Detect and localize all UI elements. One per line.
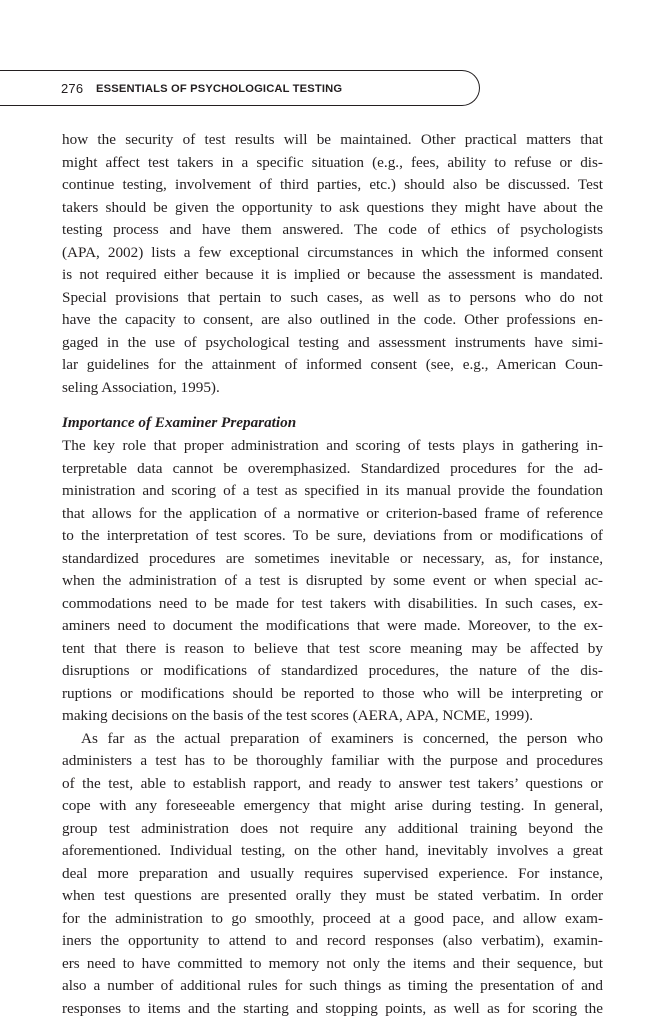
paragraph-consent (62, 129, 603, 399)
text-line: to the interpretation of test scores. To be sure, deviations from or modifications of (62, 527, 603, 544)
running-head-title: ESSENTIALS OF PSYCHOLOGICAL TESTING (96, 83, 343, 95)
text-line: standardized procedures are sometimes inevitable or necessary, as, for instance, (62, 549, 603, 567)
text-line: for the administration to go smoothly, proceed at a good pace, and allow exam- (62, 909, 603, 927)
text-line: aminers need to document the modifications that were made. Moreover, to the ex- (62, 617, 603, 634)
text-line: also a number of additional rules for such things as timing the presentation of and (62, 977, 603, 994)
text-line: ministration and scoring of a test as specified in its manual provide the foundation (62, 482, 603, 499)
text-line: group test administration does not require any additional training beyond the (62, 819, 603, 837)
text-line: might affect test takers in a specific situation (e.g., fees, ability to refuse or dis- (62, 153, 603, 171)
text-line: ruptions or modifications should be reported to those who will be interpreting or (62, 684, 603, 702)
text-line: disruptions or modifications of standardized procedures, the nature of the dis- (62, 662, 603, 679)
text-line: terpretable data cannot be overemphasized. Standardized procedures for the ad- (62, 459, 603, 477)
text-line: deal more preparation and usually requires supervised experience. For instance, (62, 864, 603, 882)
text-line: aforementioned. Individual testing, on the other hand, inevitably involves a great (62, 842, 603, 859)
text-line: how the security of test results will be maintained. Other practical matters that (62, 131, 603, 148)
text-line: commodations need to be made for test takers with disabilities. In such cases, ex- (62, 594, 603, 612)
text-line: (APA, 2002) lists a few exceptional circumstances in which the informed consent (62, 243, 603, 261)
text-line: lar guidelines for the attainment of informed consent (see, e.g., American Coun- (62, 356, 603, 373)
text-line: seling Association, 1995). (62, 378, 220, 396)
text-line: have the capacity to consent, are also outlined in the code. Other professions en- (62, 311, 603, 328)
paragraph-examiner-preparation (62, 435, 603, 1020)
page-number: 276 (61, 81, 84, 96)
text-line: of the test, able to establish rapport, and ready to answer test takers’ questions or (62, 774, 603, 792)
text-line: tent that there is reason to believe that test score meaning may be affected by (62, 639, 603, 657)
text-line: As far as the actual preparation of examiners is concerned, the person who (81, 729, 603, 747)
text-line: Special provisions that pertain to such cases, as well as to persons who do not (62, 288, 603, 306)
text-line: that allows for the application of a normative or criterion-based frame of reference (62, 504, 603, 522)
text-line: testing process and have them answered. The code of ethics of psychologists (62, 221, 603, 238)
text-line: ers need to have committed to memory not only the items and their sequence, but (62, 954, 603, 972)
text-line: when test questions are presented orally they must be stated verbatim. In order (62, 887, 603, 904)
text-line: takers should be given the opportunity to ask questions they might have about the (62, 198, 603, 216)
text-line: gaged in the use of psychological testing and assessment instruments have simi- (62, 333, 603, 351)
section-heading: Importance of Examiner Preparation (62, 414, 297, 431)
text-line: iners the opportunity to attend to and record responses (also verbatim), examin- (62, 932, 603, 949)
text-line: when the administration of a test is disrupted by some event or when special ac- (62, 572, 603, 589)
text-line: responses to items and the starting and stopping points, as well as for scoring the (62, 999, 603, 1017)
text-line: administers a test has to be thoroughly familiar with the purpose and procedures (62, 752, 603, 769)
text-line: is not required either because it is implied or because the assessment is mandated. (62, 266, 603, 283)
text-line: The key role that proper administration and scoring of tests plays in gathering in- (62, 437, 603, 454)
text-line: cope with any foreseeable emergency that might arise during testing. In general, (62, 797, 603, 814)
text-line: making decisions on the basis of the test scores (AERA, APA, NCME, 1999). (62, 707, 534, 724)
text-line: continue testing, involvement of third parties, etc.) should also be discussed. Test (62, 176, 603, 193)
